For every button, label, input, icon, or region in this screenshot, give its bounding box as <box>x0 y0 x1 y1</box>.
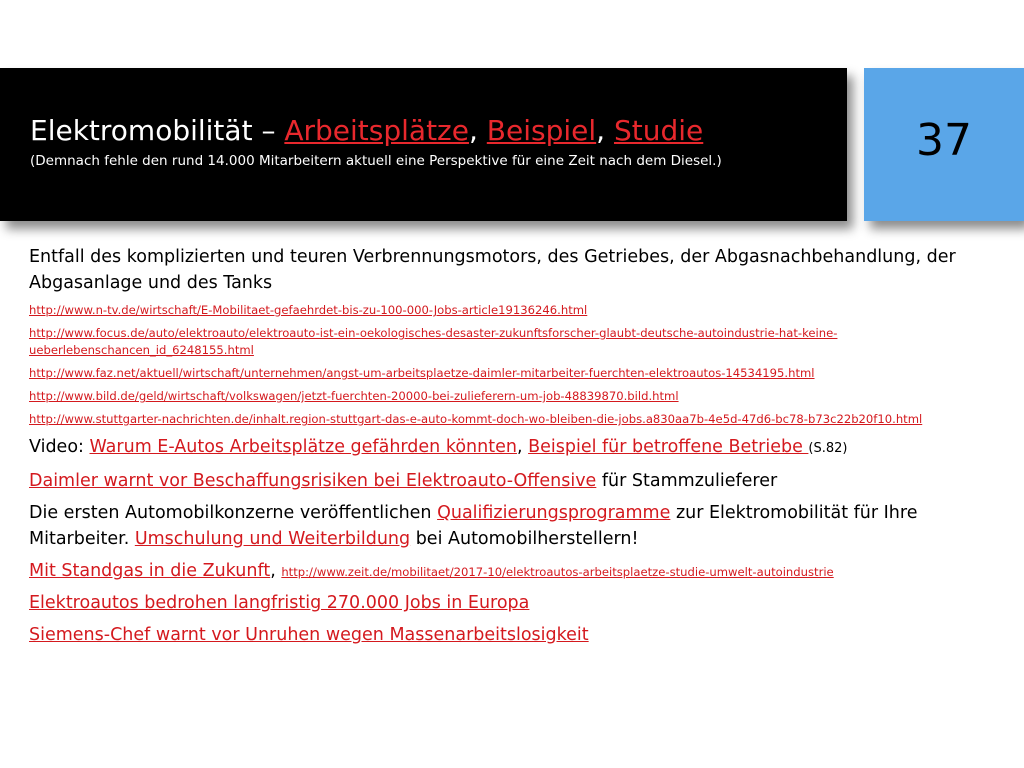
standgas-link[interactable]: Mit Standgas in die Zukunft <box>29 561 271 581</box>
programs-line <box>29 500 999 552</box>
slide-title <box>30 114 703 148</box>
daimler-text: für Stammzulieferer <box>596 471 778 491</box>
video-label: Video: <box>29 437 90 457</box>
programs-text-1: Die ersten Automobilkonzerne veröffentlichen <box>29 503 438 523</box>
slide-subtitle: (Demnach fehle den rund 14.000 Mitarbeitern aktuell eine Perspektive für eine Zeit nach dem Diesel.) <box>30 153 722 169</box>
url-bild[interactable]: http://www.bild.de/geld/wirtschaft/volkswagen/jetzt-fuerchten-20000-bei-zulieferern-um-job-48839870.bild.html <box>29 389 679 403</box>
umschulung-link[interactable]: Umschulung und Weiterbildung <box>134 529 411 549</box>
programs-text-2: zur Elektromobilität für Ihre Mitarbeiter. <box>29 503 918 549</box>
page-number-box <box>864 68 1024 221</box>
programs-text-3: bei Automobilherstellern! <box>410 529 639 549</box>
title-prefix: Elektromobilität – <box>30 114 285 147</box>
standgas-separator: , <box>270 561 282 581</box>
title-link-beispiel[interactable]: Beispiel <box>486 114 597 147</box>
qualifizierung-link[interactable]: Qualifizierungsprogramme <box>437 503 671 523</box>
title-link-studie[interactable]: Studie <box>613 114 704 147</box>
title-separator: , <box>596 114 614 147</box>
url-stuttgarter[interactable]: http://www.stuttgarter-nachrichten.de/inhalt.region-stuttgart-das-e-auto-kommt-doch-wo-bleiben-die-jobs.a830aa7b-4e5d-47d6-bc78-b73c22b20f10.html <box>29 412 923 426</box>
standgas-line <box>29 558 999 584</box>
video-suffix: (S.82) <box>808 441 848 456</box>
slide-content <box>29 244 999 654</box>
title-link-arbeitsplaetze[interactable]: Arbeitsplätze <box>284 114 469 147</box>
jobs-europa-link[interactable]: Elektroautos bedrohen langfristig 270.000 Jobs in Europa <box>29 593 530 613</box>
intro-text: Entfall des komplizierten und teuren Verbrennungsmotors, des Getriebes, der Abgasnachbehandlung, der Abgasanlage und des Tanks <box>29 247 956 293</box>
video-line <box>29 434 999 462</box>
url-faz[interactable]: http://www.faz.net/aktuell/wirtschaft/unternehmen/angst-um-arbeitsplaetze-daimler-mitarbeiter-fuerchten-elektroautos-14534195.html <box>29 366 815 380</box>
title-separator: , <box>468 114 487 147</box>
page-number: 37 <box>916 115 972 166</box>
daimler-line <box>29 468 999 494</box>
url-zeit[interactable]: http://www.zeit.de/mobilitaet/2017-10/elektroautos-arbeitsplaetze-studie-umwelt-autoindustrie <box>281 565 834 579</box>
url-ntv[interactable]: http://www.n-tv.de/wirtschaft/E-Mobilitaet-gefaehrdet-bis-zu-100-000-Jobs-article19136246.html <box>29 303 588 317</box>
url-focus[interactable]: http://www.focus.de/auto/elektroauto/elektroauto-ist-ein-oekologisches-desaster-zukunftsforscher-glaubt-deutsche-autoindustrie-hat-keine-ueberlebenschancen_id_6248155.html <box>29 326 838 357</box>
siemens-link[interactable]: Siemens-Chef warnt vor Unruhen wegen Massenarbeitslosigkeit <box>29 625 589 645</box>
daimler-link[interactable]: Daimler warnt vor Beschaffungsrisiken bei Elektroauto-Offensive <box>29 471 597 491</box>
video-link-betriebe[interactable]: Beispiel für betroffene Betriebe <box>528 437 809 457</box>
video-link-arbeitsplaetze[interactable]: Warum E-Autos Arbeitsplätze gefährden könnten <box>89 437 517 457</box>
video-separator: , <box>516 437 529 457</box>
